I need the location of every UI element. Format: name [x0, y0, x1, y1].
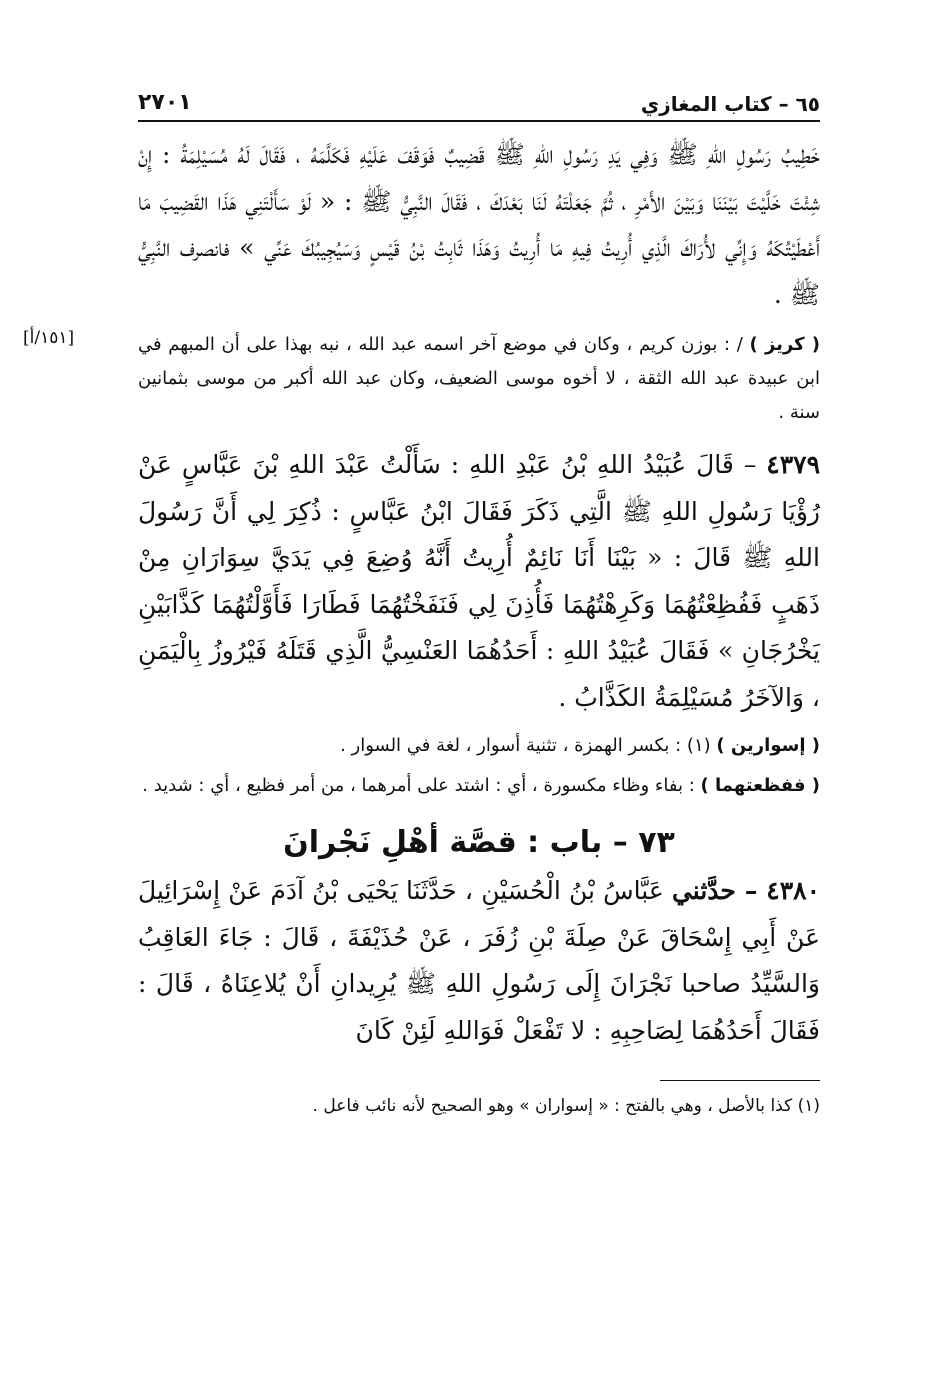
running-header: [138, 88, 820, 120]
note-term: ( كريز ): [749, 334, 821, 355]
footnote-rule: [660, 1080, 820, 1081]
note-text: : بكسر الهمزة ، تثنية أسوار ، لغة في السوار .: [340, 735, 682, 756]
chapter-title: ٧٣ – باب : قصَّة أهْلِ نَجْرانَ: [283, 825, 675, 860]
commentary-note-fafuzitu: [138, 769, 820, 803]
chapter-heading: ٦٥ – كتاب المغازي: [640, 92, 820, 116]
hadith-text: – قَالَ عُبَيْدُ اللهِ بْنُ عَبْدِ اللهِ : سَأَلْتُ عَبْدَ اللهِ بْنَ عَبَّاسٍ عَنْ رُؤْيَا رَسُولِ اللهِ ﷺ الَّتِي ذَكَرَ فَقَالَ ابْنُ عَبَّاسٍ : ذُكِرَ لِي أَنَّ رَسُولَ اللهِ ﷺ قَالَ : « بَيْنَا أَنَا نَائِمٌ أُرِيتُ أَنَّهُ وُضِعَ فِي يَدَيَّ سِوَارَانِ مِنْ ذَهَبٍ فَفُظِعْتُهُمَا وَكَرِهْتُهُمَا فَأُذِنَ لِي فَنَفَخْتُهُمَا فَطَارَا فَأَوَّلْتُهُمَا كَذَّابَيْنِ يَخْرُجَانِ » فَقَالَ عُبَيْدُ اللهِ : أَحَدُهُمَا العَنْسِيُّ الَّذِي قَتَلَهُ فَيْرُوزُ بِالْيَمَنِ ، وَالآخَرُ مُسَيْلِمَةُ الكَذَّابُ .: [138, 450, 820, 712]
hadith-continuation: خَطِيبُ رَسُولِ اللهِ ﷺ وَفِي يَدِ رَسُولِ اللهِ ﷺ قَضِيبٌ فَوَقَفَ عَلَيْهِ فَكَلَّمَهُ ، فَقَالَ لَهُ مُسَيْلِمَةُ : إِنْ شِئْتَ خَلَّيْتَ بَيْنَنَا وَبَيْنَ الأَمْرِ ، ثُمَّ جَعَلْتَهُ لَنَا بَعْدَكَ ، فَقَالَ النَّبِيُّ ﷺ : « لَوْ سَأَلْتَنِي هَذَا القَضِيبَ مَا أَعْطَيْتُكَهُ وَإِنِّي لأُرَاكَ الَّذِي أُرِيتُ فِيهِ مَا أُرِيتُ وَهَذَا ثَابِتُ بْنُ قَيْسٍ وَسَيُجِيبُكَ عَنِّي » فانصرف النَّبِيُّ ﷺ .: [138, 140, 820, 309]
hadith-lead: – حدَّثني: [671, 876, 767, 905]
book-page: [23, 88, 821, 1121]
footnote: (١) كذا بالأصل ، وهي بالفتح : « إسواران » وهو الصحيح لأنه نائب فاعل .: [312, 1096, 820, 1116]
hadith-text: عَبَّاسُ بْنُ الْحُسَيْنِ ، حَدَّثَنَا يَحْيَى بْنُ آدَمَ عَنْ إِسْرَائِيلَ عَنْ أَبِي إِسْحَاقَ عَنْ صِلَةَ بْنِ زُفَرَ ، عَنْ حُذَيْفَةَ ، قَالَ : جَاءَ العَاقِبُ وَالسَّيِّدُ صاحبا نَجْرَانَ إِلَى رَسُولِ اللهِ ﷺ يُرِيدانِ أَنْ يُلاعِنَاهُ ، قَالَ : فَقَالَ أَحَدُهُمَا لِصَاحِبِهِ : لا تَفْعَلْ فَوَاللهِ لَئِنْ كَانَ: [138, 876, 820, 1045]
hadith-number: ٤٣٧٩: [766, 450, 820, 479]
folio-marker: [١٥١/أ]: [23, 328, 75, 348]
commentary-note-iswarayn: [138, 729, 820, 763]
page-number: ٢٧٠١: [138, 90, 192, 115]
footnote-mark: (١): [681, 735, 717, 756]
note-term: ( ففظعتهما ): [700, 775, 820, 796]
note-term: ( إسوارين ): [716, 735, 820, 756]
note-paragraph: [138, 328, 820, 430]
note-text: / : بوزن كريم ، وكان في موضع آخر اسمه عبد الله ، نبه بهذا على أن المبهم في ابن عبيدة عبد الله الثقة ، لا أخوه موسى الضعيف، وكان عبد الله أكبر من موسى بثمانين سنة .: [138, 334, 820, 423]
hadith-number: ٤٣٨٠: [766, 876, 820, 905]
note-text: : بفاء وظاء مكسورة ، أي : اشتد على أمرهما ، من أمر فظيع ، أي : شديد .: [142, 775, 701, 796]
hadith-4380: [138, 868, 820, 1054]
header-rule: [138, 120, 820, 122]
commentary-note-kariz: [23, 328, 821, 430]
hadith-4379: [138, 442, 820, 721]
